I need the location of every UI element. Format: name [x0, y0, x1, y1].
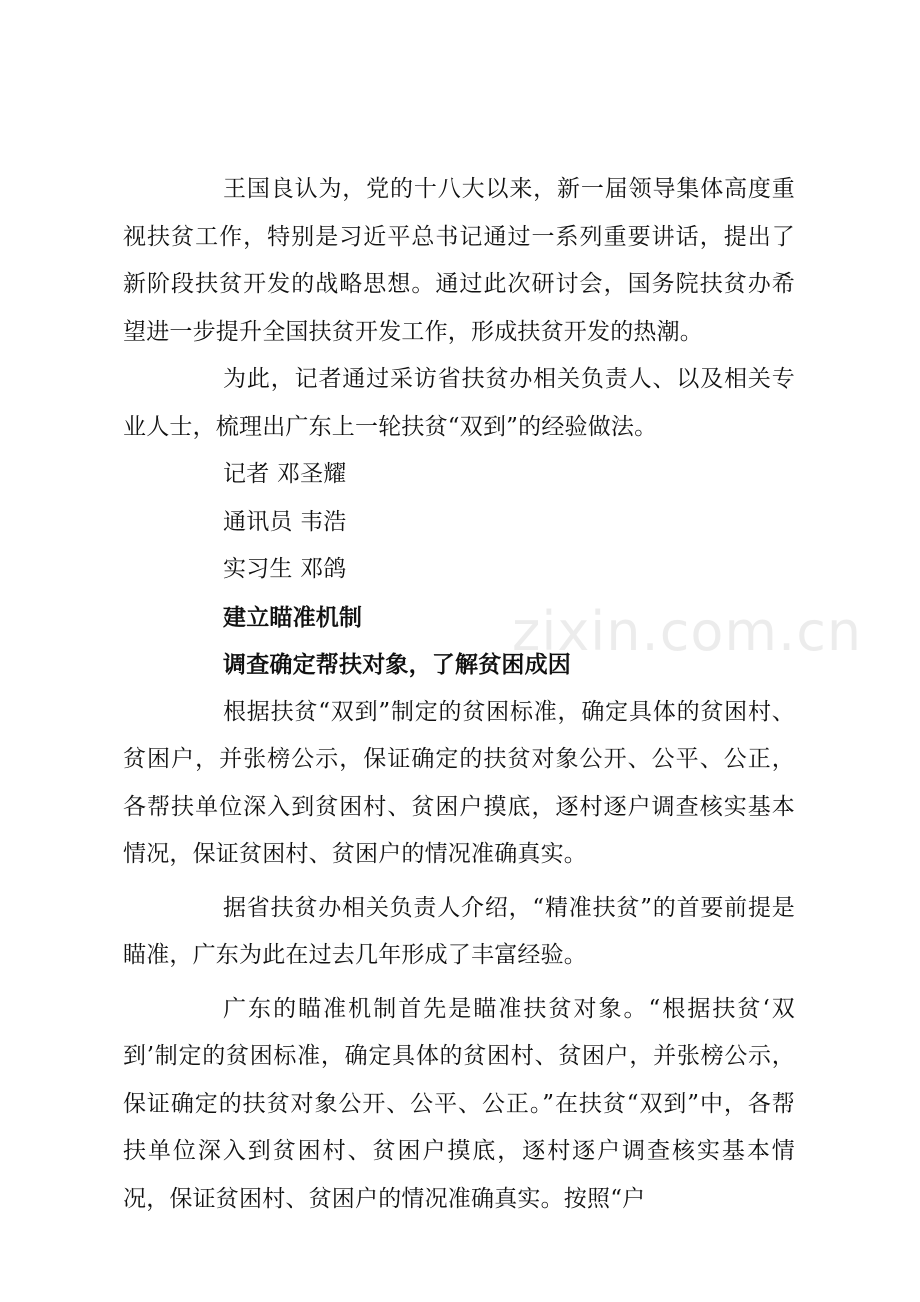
- section-subheading: 调查确定帮扶对象，了解贫困成因: [223, 651, 571, 678]
- paragraph-poverty-standard: 根据扶贫“双到”制定的贫困标准，确定具体的贫困村、贫困户，并张榜公示，保证确定的扶贫对象公开、公平、公正，各帮扶单位深入到贫困村、贫困户摸底，逐村逐户调查核实基本情况，保证贫困村、贫困户的情况准确真实。: [123, 698, 795, 867]
- site-watermark: zixin.com.cn: [512, 600, 863, 663]
- paragraph-wang-guoliang: 王国良认为，党的十八大以来，新一届领导集体高度重视扶贫工作，特别是习近平总书记通过一系列重要讲话，提出了新阶段扶贫开发的战略思想。通过此次研讨会，国务院扶贫办希望进一步提升全国扶贫开发工作，形成扶贫开发的热潮。: [123, 176, 795, 345]
- byline-correspondent: 通讯员 韦浩: [223, 508, 347, 535]
- paragraph-reporter-intro: 为此，记者通过采访省扶贫办相关负责人、以及相关专业人士，梳理出广东上一轮扶贫“双到”的经验做法。: [123, 366, 795, 440]
- byline-intern: 实习生 邓鸽: [223, 556, 347, 582]
- paragraph-targeting-mechanism: 广东的瞄准机制首先是瞄准扶贫对象。“根据扶贫‘双到’制定的贫困标准，确定具体的贫困村、贫困户，并张榜公示，保证确定的扶贫对象公开、公平、公正。”在扶贫“双到”中，各帮扶单位深入到贫困村、贫困户摸底，逐村逐户调查核实基本情况，保证贫困村、贫困户的情况准确真实。按照“户: [123, 995, 795, 1212]
- document-body: [123, 166, 795, 1223]
- section-heading: 建立瞄准机制: [223, 603, 363, 631]
- paragraph-precise-targeting: 据省扶贫办相关负责人介绍，“精准扶贫”的首要前提是瞄准，广东为此在过去几年形成了丰富经验。: [123, 894, 795, 968]
- byline-reporter: 记者 邓圣耀: [223, 461, 347, 487]
